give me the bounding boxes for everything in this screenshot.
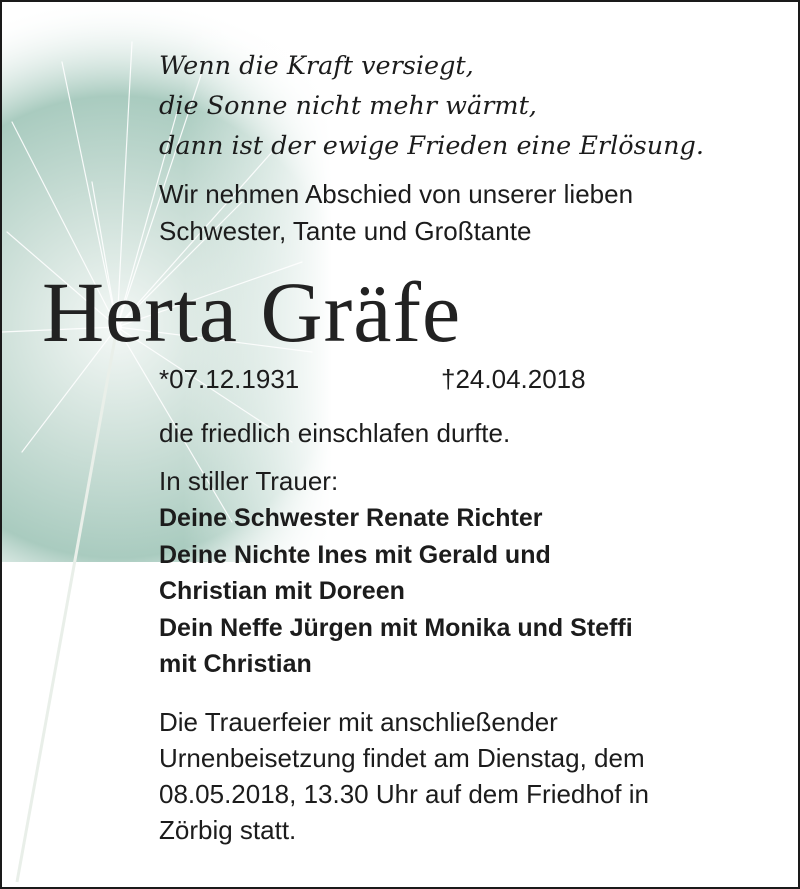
mourner-line: Christian mit Doreen <box>159 577 405 605</box>
poem-line: die Sonne nicht mehr wärmt, <box>159 91 537 121</box>
passed-away-text: die friedlich einschlafen durfte. <box>159 418 511 448</box>
farewell-text <box>159 176 633 250</box>
announcement-line: Urnenbeisetzung findet am Dienstag, dem <box>159 743 645 773</box>
mourning-label: In stiller Trauer: <box>159 466 339 496</box>
farewell-line: Schwester, Tante und Großtante <box>159 216 532 246</box>
mourners-list <box>159 500 633 683</box>
birth-date: *07.12.1931 <box>159 364 300 394</box>
mourner-line: mit Christian <box>159 650 312 678</box>
death-date: †24.04.2018 <box>441 364 586 394</box>
mourner-line: Deine Nichte Ines mit Gerald und <box>159 540 551 569</box>
deceased-name: Herta Gräfe <box>42 264 462 360</box>
funeral-announcement <box>159 704 649 848</box>
farewell-line: Wir nehmen Abschied von unserer lieben <box>159 179 634 209</box>
announcement-line: Zörbig statt. <box>159 815 297 845</box>
poem-line: Wenn die Kraft versiegt, <box>159 51 474 81</box>
mourner-line: Deine Schwester Renate Richter <box>159 504 543 532</box>
announcement-line: 08.05.2018, 13.30 Uhr auf dem Friedhof in <box>159 779 649 809</box>
poem-line: dann ist der ewige Frieden eine Erlösung. <box>159 131 704 161</box>
announcement-line: Die Trauerfeier mit anschließender <box>159 707 558 737</box>
life-dates <box>159 362 619 396</box>
mourner-line: Dein Neffe Jürgen mit Monika und Steffi <box>159 613 633 642</box>
poem-verse <box>159 46 704 166</box>
